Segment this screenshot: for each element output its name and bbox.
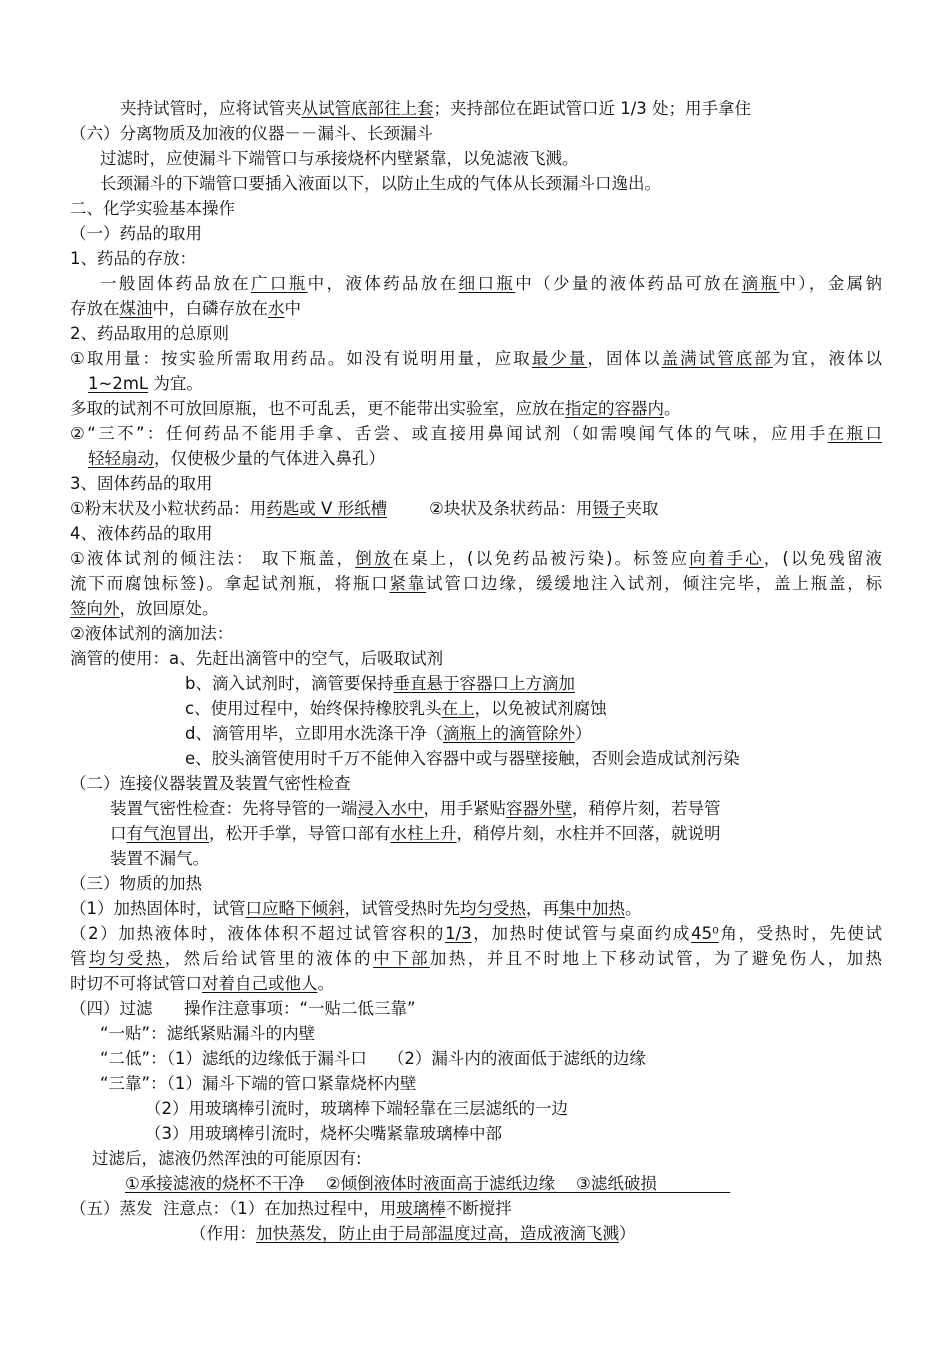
underlined-answer: 最少量	[531, 349, 588, 368]
underlined-answer: 轻轻扇动	[88, 449, 154, 468]
section-heading	[70, 772, 351, 797]
text-run: ）	[619, 1224, 636, 1243]
underlined-answer: 1~2mL	[88, 374, 149, 393]
underlined-answer: 盖满试管底部	[661, 349, 773, 368]
text-run: 口	[110, 824, 127, 843]
text-run: “一贴”：滤纸紧贴漏斗的内壁	[100, 1024, 316, 1043]
section-heading	[70, 322, 229, 347]
underlined-answer: 有气泡冒出	[126, 824, 209, 843]
text-run: （2）用玻璃棒引流时，玻璃棒下端轻靠在三层滤纸的一边	[145, 1099, 568, 1118]
text-run: （二）连接仪器装置及装置气密性检查	[70, 774, 351, 793]
text-run: （3）用玻璃棒引流时，烧杯尖嘴紧靠玻璃棒中部	[145, 1124, 502, 1143]
underlined-answer: 1/3	[445, 924, 472, 943]
underlined-answer: 广口瓶	[250, 274, 308, 293]
text-run: 角，受热时，先使试	[718, 924, 883, 943]
underlined-answer: 水	[268, 299, 285, 318]
underlined-answer: 对着自己或他人	[202, 974, 318, 993]
text-line	[110, 822, 721, 847]
text-run: ，稍停片刻，水柱并不回落，就说明	[456, 824, 721, 843]
text-line	[100, 272, 882, 297]
text-run: 。	[625, 899, 642, 918]
text-run: ①液体试剂的倾注法： 取下瓶盖，	[70, 549, 356, 568]
text-line	[110, 847, 209, 872]
text-run: 在桌上，(以免药品被污染)。标签应	[392, 549, 690, 568]
text-run: ，加热时使试管与桌面约成	[471, 924, 692, 943]
text-run: 4、液体药品的取用	[70, 524, 213, 543]
underlined-answer: 向着手心	[689, 549, 764, 568]
text-line	[100, 1047, 646, 1072]
text-run: 为宜。	[148, 374, 203, 393]
text-run: ）	[574, 724, 592, 743]
text-run: 存放在	[70, 299, 120, 318]
text-run: 为宜，液体以	[772, 349, 883, 368]
text-line	[185, 747, 740, 772]
text-run: 2、药品取用的总原则	[70, 324, 229, 343]
text-run: 。	[317, 974, 334, 993]
text-run: ，松开手掌，导管口部有	[209, 824, 391, 843]
underlined-answer: 均匀受热	[460, 899, 526, 918]
text-line	[70, 497, 658, 522]
text-run: ；夹持部位在距试管口近 1/3 处；用手拿住	[433, 99, 752, 118]
text-run: 3、固体药品的取用	[70, 474, 213, 493]
section-heading	[70, 997, 416, 1022]
underlined-answer: 垂直悬于容器口上方滴加	[393, 674, 575, 693]
underlined-answer: 签向外	[70, 599, 120, 618]
text-run: 中），金属钠	[779, 274, 883, 293]
text-line	[70, 647, 443, 672]
text-run: 一般固体药品放在	[100, 274, 251, 293]
text-run: ②“三不”：任何药品不能用手拿、舌尝、或直接用鼻闻试剂（如需嗅闻气体的气味，应用手	[70, 424, 828, 443]
text-run: 长颈漏斗的下端管口要插入液面以下，以防止生成的气体从长颈漏斗口逸出。	[100, 174, 661, 193]
text-run: 过滤后，滤液仍然浑浊的可能原因有:	[92, 1149, 362, 1168]
text-line	[88, 447, 385, 472]
text-line	[70, 972, 334, 997]
text-line	[100, 147, 579, 172]
text-run: ，放回原处。	[119, 599, 219, 618]
text-run: （一）药品的取用	[70, 224, 202, 243]
text-line	[70, 622, 233, 647]
text-run: ，再	[526, 899, 559, 918]
underlined-answer: 水柱上升	[390, 824, 457, 843]
underlined-answer: 中下部	[373, 949, 430, 968]
text-line	[70, 922, 882, 947]
underlined-answer: 浸入水中	[357, 799, 424, 818]
text-line	[120, 97, 751, 122]
text-line	[70, 297, 301, 322]
text-run: 管	[70, 949, 89, 968]
underlined-answer: 均匀受热	[88, 949, 165, 968]
text-run: ，固体以	[587, 349, 662, 368]
text-line	[88, 372, 203, 397]
text-run: e、胶头滴管使用时千万不能伸入容器中或与器壁接触，否则会造成试剂污染	[185, 749, 740, 768]
section-heading	[70, 1197, 512, 1222]
underlined-answer: 紧靠	[389, 574, 427, 593]
text-run: 中，白磷存放在	[152, 299, 268, 318]
text-run: “三靠”：（1）漏斗下端的管口紧靠烧杯内壁	[100, 1074, 417, 1093]
text-line	[190, 1222, 636, 1247]
text-line	[70, 597, 219, 622]
text-run: ，稍停片刻，若导管	[572, 799, 721, 818]
text-run: 中（少量的液体药品可放在	[515, 274, 742, 293]
underlined-answer: 煤油	[119, 299, 153, 318]
section-heading	[70, 222, 202, 247]
text-run: （1）加热固体时，试管	[70, 899, 246, 918]
text-run: 加热，并且不时地上下移动试管，为了避免伤人，加热	[429, 949, 883, 968]
text-run: （三）物质的加热	[70, 874, 202, 893]
section-heading	[70, 247, 196, 272]
text-run: 时切不可将试管口	[70, 974, 202, 993]
text-run: ，仅使极少量的气体进入鼻孔）	[154, 449, 385, 468]
text-run: “二低”：（1）滤纸的边缘低于漏斗口 （2）漏斗内的液面低于滤纸的边缘	[100, 1049, 646, 1068]
text-line	[92, 1147, 362, 1172]
text-run: 。	[664, 399, 681, 418]
underlined-answer: 45⁰	[691, 924, 719, 943]
underlined-answer: 从试管底部往上套	[301, 99, 434, 118]
text-line	[70, 547, 882, 572]
text-run: ，用手紧贴	[423, 799, 506, 818]
text-run: c、使用过程中，始终保持橡胶乳头	[185, 699, 442, 718]
text-line	[100, 172, 661, 197]
text-line	[70, 897, 642, 922]
section-heading	[70, 872, 202, 897]
text-run: 二、化学实验基本操作	[70, 199, 235, 218]
text-run: 装置气密性检查：先将导管的一端	[110, 799, 358, 818]
text-line	[185, 722, 591, 747]
text-line	[145, 1122, 502, 1147]
underlined-answer: 滴瓶上的滴管除外	[442, 724, 575, 743]
text-line	[125, 1172, 730, 1197]
text-run: 夹持试管时，应将试管夹	[120, 99, 302, 118]
underlined-answer: 在瓶口	[827, 424, 883, 443]
text-line	[100, 1022, 315, 1047]
text-run: 不断搅拌	[445, 1199, 512, 1218]
text-run: ，(以免残留液	[763, 549, 883, 568]
underlined-answer: 集中加热	[559, 899, 625, 918]
text-line	[70, 347, 882, 372]
text-run: d、滴管用毕，立即用水洗涤干净（	[185, 724, 443, 743]
text-run: b、滴入试剂时，滴管要保持	[185, 674, 394, 693]
text-run: 中	[284, 299, 301, 318]
text-run: （作用：	[190, 1224, 256, 1243]
text-line	[185, 672, 575, 697]
text-line	[70, 947, 882, 972]
text-run: ，试管受热时先	[344, 899, 460, 918]
text-run: 多取的试剂不可放回原瓶，也不可乱丢，更不能带出实验室，应放在	[70, 399, 565, 418]
text-run: 试管口边缘，缓缓地注入试剂，倾注完毕，盖上瓶盖，标	[426, 574, 883, 593]
underlined-answer: 指定的容器内	[565, 399, 664, 418]
text-run: ②块状及条状药品：用	[387, 499, 593, 518]
underlined-answer: 加快蒸发，防止由于局部温度过高，造成液滴飞溅	[256, 1224, 619, 1243]
underlined-answer: 镊子	[592, 499, 626, 518]
underlined-answer: 容器外壁	[506, 799, 572, 818]
text-run: ，以免被试剂腐蚀	[474, 699, 607, 718]
text-run: （六）分离物质及加液的仪器－－漏斗、长颈漏斗	[70, 124, 433, 143]
text-run: ①取用量：按实验所需取用药品。如没有说明用量，应取	[70, 349, 532, 368]
section-heading	[70, 197, 235, 222]
text-line	[70, 572, 882, 597]
text-line	[145, 1097, 568, 1122]
text-line	[110, 797, 721, 822]
underlined-answer: 倒放	[355, 549, 393, 568]
text-run: 中，液体药品放在	[307, 274, 459, 293]
text-run: （2）加热液体时，液体体积不超过试管容积的	[70, 924, 446, 943]
text-run: 夹取	[625, 499, 659, 518]
text-run: 1、药品的存放：	[70, 249, 196, 268]
underlined-answer: 口应略下倾斜	[245, 899, 345, 918]
underlined-answer: 细口瓶	[458, 274, 516, 293]
underlined-answer: 玻璃棒	[396, 1199, 446, 1218]
text-run: ①粉末状及小粒状药品：用	[70, 499, 267, 518]
text-line	[70, 422, 882, 447]
text-run: 装置不漏气。	[110, 849, 209, 868]
text-run: （四）过滤 操作注意事项：“一贴二低三靠”	[70, 999, 416, 1018]
section-heading	[70, 472, 213, 497]
section-heading	[70, 122, 433, 147]
text-run: ，然后给试管里的液体的	[164, 949, 374, 968]
text-run: 流下而腐蚀标签)。拿起试剂瓶，将瓶口	[70, 574, 390, 593]
underlined-answer: 在上	[441, 699, 475, 718]
text-line	[185, 697, 607, 722]
text-run: 滴管的使用：a、先赶出滴管中的空气，后吸取试剂	[70, 649, 444, 668]
text-line	[70, 397, 681, 422]
text-run: 过滤时，应使漏斗下端管口与承接烧杯内壁紧靠，以免滤液飞溅。	[100, 149, 579, 168]
underlined-answer: ①承接滤液的烧杯不干净 ②倾倒液体时液面高于滤纸边缘 ③滤纸破损	[125, 1174, 731, 1193]
section-heading	[70, 522, 213, 547]
text-run: （五）蒸发 注意点：（1）在加热过程中，用	[70, 1199, 397, 1218]
underlined-answer: 滴瓶	[741, 274, 780, 293]
text-line	[100, 1072, 416, 1097]
text-run: ②液体试剂的滴加法：	[70, 624, 234, 643]
underlined-answer: 药匙或 V 形纸槽	[266, 499, 388, 518]
